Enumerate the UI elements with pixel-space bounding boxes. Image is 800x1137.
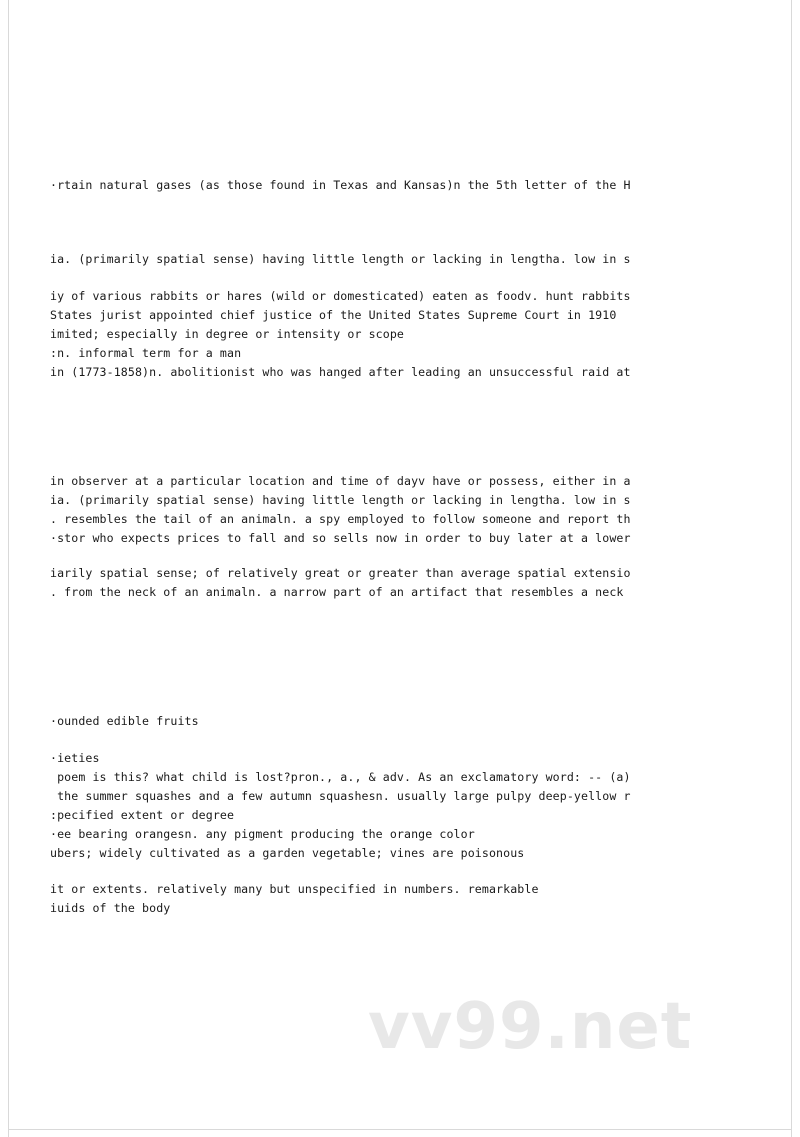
text-block	[0, 287, 686, 382]
text-block	[0, 564, 686, 602]
text-line: ·rtain natural gases (as those found in Texas and Kansas)n the 5th letter of the H	[50, 178, 631, 192]
text-line: iarily spatial sense; of relatively great or greater than average spatial extensio	[50, 566, 631, 580]
text-block	[0, 250, 686, 269]
text-line: :n. informal term for a man	[50, 346, 242, 360]
text-line: ·ounded edible fruits	[50, 714, 199, 728]
text-line: :pecified extent or degree	[50, 808, 235, 822]
text-line: poem is this? what child is lost?pron., a., & adv. As an exclamatory word: -- (a)	[50, 770, 631, 784]
text-line: ubers; widely cultivated as a garden vegetable; vines are poisonous	[50, 846, 525, 860]
text-line: ia. (primarily spatial sense) having little length or lacking in lengtha. low in s	[50, 252, 631, 266]
text-line: iuids of the body	[50, 901, 171, 915]
text-line: in (1773-1858)n. abolitionist who was hanged after leading an unsuccessful raid at	[50, 365, 631, 379]
text-line: it or extents. relatively many but unspecified in numbers. remarkable	[50, 882, 539, 896]
text-line: imited; especially in degree or intensity or scope	[50, 327, 405, 341]
text-line: the summer squashes and a few autumn squashesn. usually large pulpy deep-yellow r	[50, 789, 631, 803]
text-line: ia. (primarily spatial sense) having little length or lacking in lengtha. low in s	[50, 493, 631, 507]
text-block	[0, 749, 686, 863]
text-block	[0, 880, 686, 918]
text-block	[0, 712, 686, 731]
text-block	[0, 176, 686, 195]
text-line: ·stor who expects prices to fall and so sells now in order to buy later at a lower	[50, 531, 631, 545]
text-line: iy of various rabbits or hares (wild or domesticated) eaten as foodv. hunt rabbits	[50, 289, 631, 303]
text-line: States jurist appointed chief justice of the United States Supreme Court in 1910	[50, 308, 617, 322]
text-line: in observer at a particular location and time of dayv have or possess, either in a	[50, 474, 631, 488]
text-block	[0, 472, 686, 548]
page-border-right	[791, 0, 792, 1137]
text-line: . from the neck of an animaln. a narrow part of an artifact that resembles a neck	[50, 585, 624, 599]
text-line: ·ieties	[50, 751, 100, 765]
text-line: ·ee bearing orangesn. any pigment producing the orange color	[50, 827, 475, 841]
watermark-text: vv99.net	[368, 990, 693, 1064]
text-line: . resembles the tail of an animaln. a spy employed to follow someone and report th	[50, 512, 631, 526]
